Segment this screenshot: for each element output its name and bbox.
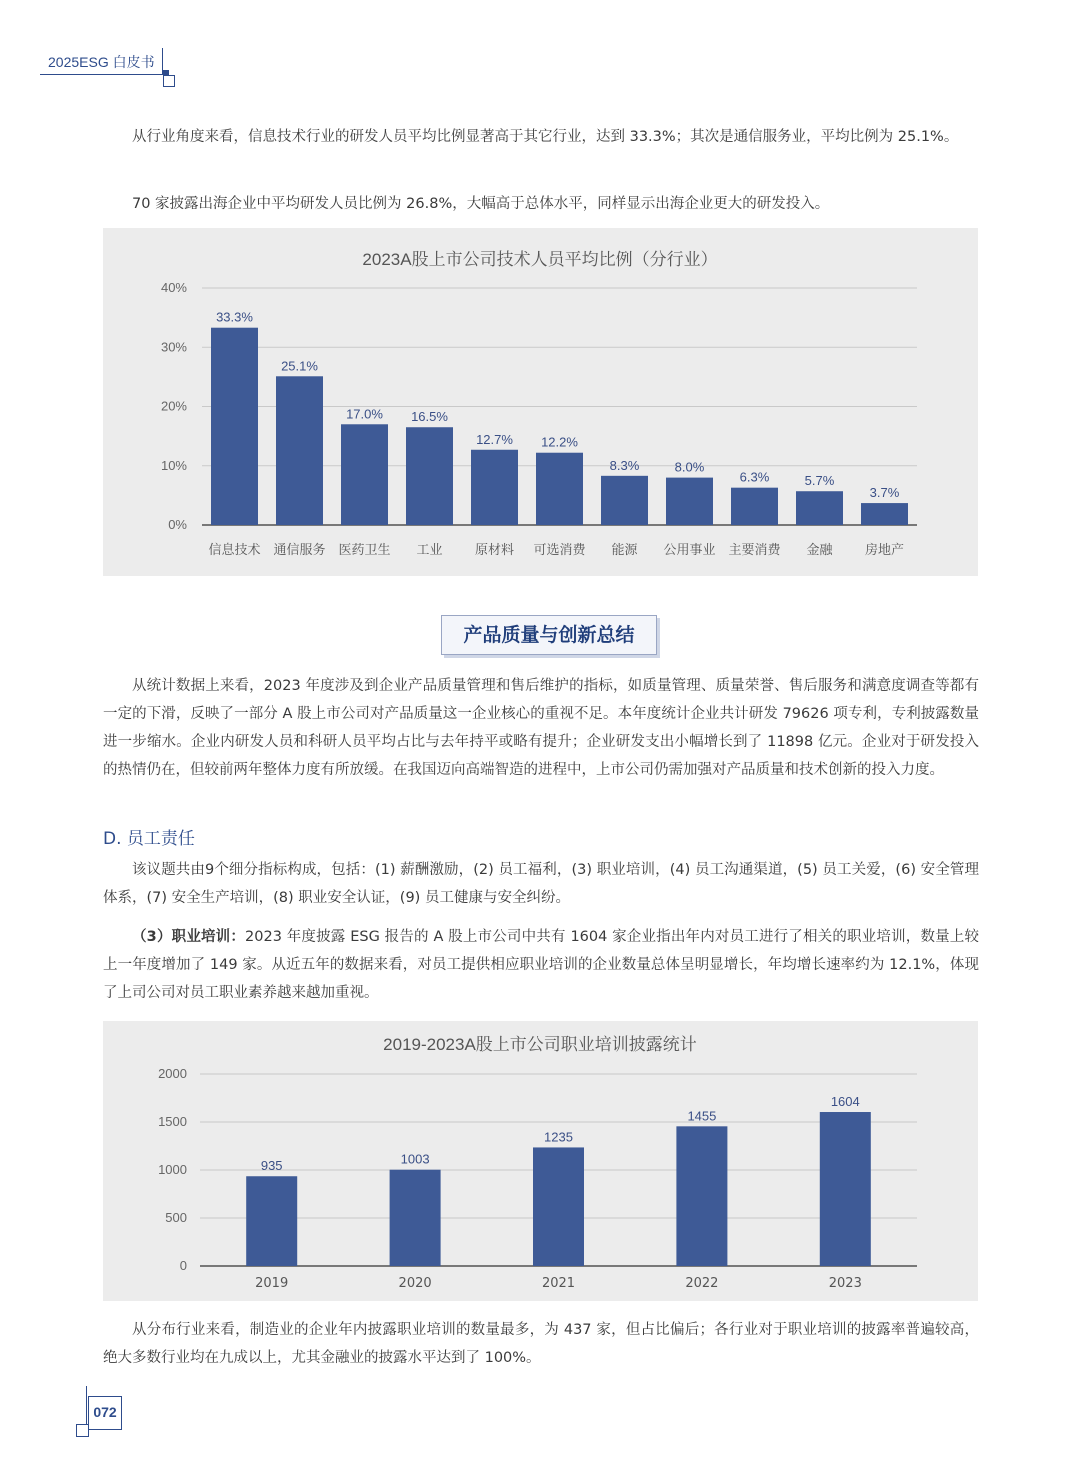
bar bbox=[211, 328, 258, 525]
y-tick-label: 40% bbox=[160, 280, 187, 295]
subheading-employee-responsibility: D. 员工责任 bbox=[103, 829, 195, 849]
x-category-label: 信息技术 bbox=[208, 543, 261, 558]
y-tick-label: 1500 bbox=[158, 1114, 187, 1129]
data-label: 33.3% bbox=[216, 309, 253, 325]
paragraph-industry-distribution: 从分布行业来看，制造业的企业年内披露职业培训的数量最多，为 437 家，但占比偏后；各行业对于职业培训的披露率普遍较高，绝大多数行业均在九成以上，尤其金融业的披露水平达到了 100%。 bbox=[103, 1322, 979, 1366]
x-category-label: 2021 bbox=[541, 1276, 576, 1291]
bar bbox=[666, 478, 713, 525]
x-category-label: 主要消费 bbox=[728, 543, 781, 558]
y-tick-label: 0% bbox=[168, 517, 187, 532]
chart-training-disclosure bbox=[103, 1021, 978, 1301]
data-label: 3.7% bbox=[869, 485, 900, 501]
document-header-title: 2025ESG 白皮书 bbox=[48, 54, 155, 70]
paragraph-body: 2023 年度披露 ESG 报告的 A 股上市公司中共有 1604 家企业指出年内对员工进行了相关的职业培训，数量上较上一年度增加了 149 家。从近五年的数据来看，对员工提供相应职业培训的企业数量总体呈明显增长，年均增长速率约为 12.1%，体现了上司公司对员工职业素养越来越加重视。 bbox=[103, 929, 979, 1001]
data-label: 1604 bbox=[830, 1094, 860, 1110]
x-category-label: 医药卫生 bbox=[338, 543, 391, 558]
y-tick-label: 2000 bbox=[158, 1066, 187, 1081]
data-label: 17.0% bbox=[346, 406, 383, 422]
data-label: 935 bbox=[260, 1158, 283, 1174]
x-category-label: 2023 bbox=[828, 1276, 862, 1291]
bar bbox=[676, 1126, 727, 1266]
x-category-label: 公用事业 bbox=[663, 543, 716, 558]
page-corner-square-decoration bbox=[76, 1424, 89, 1437]
data-label: 25.1% bbox=[281, 358, 318, 374]
x-category-label: 能源 bbox=[611, 543, 638, 558]
section-title: 产品质量与创新总结 bbox=[441, 615, 657, 655]
data-label: 12.2% bbox=[541, 434, 578, 450]
x-category-label: 原材料 bbox=[474, 543, 515, 558]
chart-title: 2023A股上市公司技术人员平均比例（分行业） bbox=[362, 250, 718, 269]
x-category-label: 房地产 bbox=[864, 543, 905, 558]
data-label: 1235 bbox=[544, 1129, 573, 1145]
paragraph-indicators: 该议题共由9个细分指标构成，包括：(1) 薪酬激励，(2) 员工福利，(3) 职业培训，(4) 员工沟通渠道，(5) 员工关爱，(6) 安全管理体系，(7) 安全生产培训，(8) 职业安全认证，(9) 员工健康与安全纠纷。 bbox=[103, 862, 979, 906]
chart-tech-staff-ratio bbox=[103, 228, 978, 576]
data-label: 12.7% bbox=[476, 431, 513, 447]
data-label: 5.7% bbox=[804, 473, 835, 489]
x-category-label: 2020 bbox=[398, 1276, 432, 1291]
x-category-label: 2022 bbox=[685, 1276, 719, 1291]
data-label: 1003 bbox=[400, 1151, 430, 1167]
y-tick-label: 10% bbox=[160, 457, 187, 473]
bar bbox=[861, 503, 908, 525]
bar bbox=[731, 488, 778, 525]
y-tick-label: 1000 bbox=[158, 1162, 187, 1177]
paragraph-quality-summary: 从统计数据上来看，2023 年度涉及到企业产品质量管理和售后维护的指标，如质量管理、质量荣誉、售后服务和满意度调查等都有一定的下滑，反映了一部分 A 股上市公司对产品质量这一企业核心的重视不足。本年度统计企业共计研发 79626 项专利，专利披露数量进一步缩水。企业内研发人员和科研人员平均占比与去年持平或略有提升；企业研发支出小幅增长到了 11898 亿元。企业对于研发投入的热情仍在，但较前两年整体力度有所放缓。在我国迈向高端智造的进程中，上市公司仍需加强对产品质量和技术创新的投入力度。 bbox=[103, 678, 979, 778]
bar bbox=[796, 491, 843, 525]
x-category-label: 金融 bbox=[806, 543, 833, 558]
bar bbox=[390, 1170, 441, 1266]
page-number: 072 bbox=[93, 1404, 117, 1420]
y-tick-label: 0 bbox=[179, 1258, 187, 1273]
x-category-label: 2019 bbox=[255, 1276, 289, 1291]
paragraph-overseas-rd: 70 家披露出海企业中平均研发人员比例为 26.8%，大幅高于总体水平，同样显示出海企业更大的研发投入。 bbox=[132, 196, 830, 212]
bar bbox=[406, 427, 453, 525]
header-square-outline-decoration bbox=[163, 75, 175, 87]
x-category-label: 通信服务 bbox=[273, 543, 326, 558]
y-tick-label: 20% bbox=[160, 398, 187, 414]
paragraph-lead-label: （3）职业培训： bbox=[132, 929, 246, 945]
data-label: 8.3% bbox=[609, 457, 640, 473]
bar bbox=[471, 450, 518, 525]
data-label: 8.0% bbox=[674, 459, 705, 475]
bar bbox=[246, 1176, 297, 1266]
chart-training-disclosure-svg bbox=[103, 1021, 978, 1301]
bar bbox=[341, 424, 388, 525]
bar bbox=[536, 453, 583, 525]
paragraph-industry-rd: 从行业角度来看，信息技术行业的研发人员平均比例显著高于其它行业，达到 33.3%；其次是通信服务业，平均比例为 25.1%。 bbox=[132, 129, 959, 145]
x-category-label: 可选消费 bbox=[533, 543, 586, 558]
y-tick-label: 30% bbox=[160, 339, 187, 355]
data-label: 16.5% bbox=[411, 409, 448, 425]
chart-title: 2019-2023A股上市公司职业培训披露统计 bbox=[383, 1035, 697, 1054]
bar bbox=[276, 376, 323, 525]
data-label: 1455 bbox=[687, 1108, 717, 1124]
chart-tech-staff-ratio-svg bbox=[103, 228, 978, 576]
paragraph-vocational-training bbox=[103, 923, 979, 1007]
data-label: 6.3% bbox=[739, 469, 770, 485]
header-rule bbox=[40, 74, 168, 75]
bar bbox=[820, 1112, 871, 1266]
bar bbox=[533, 1147, 584, 1266]
y-tick-label: 500 bbox=[165, 1210, 187, 1225]
bar bbox=[601, 476, 648, 525]
x-category-label: 工业 bbox=[416, 543, 443, 558]
